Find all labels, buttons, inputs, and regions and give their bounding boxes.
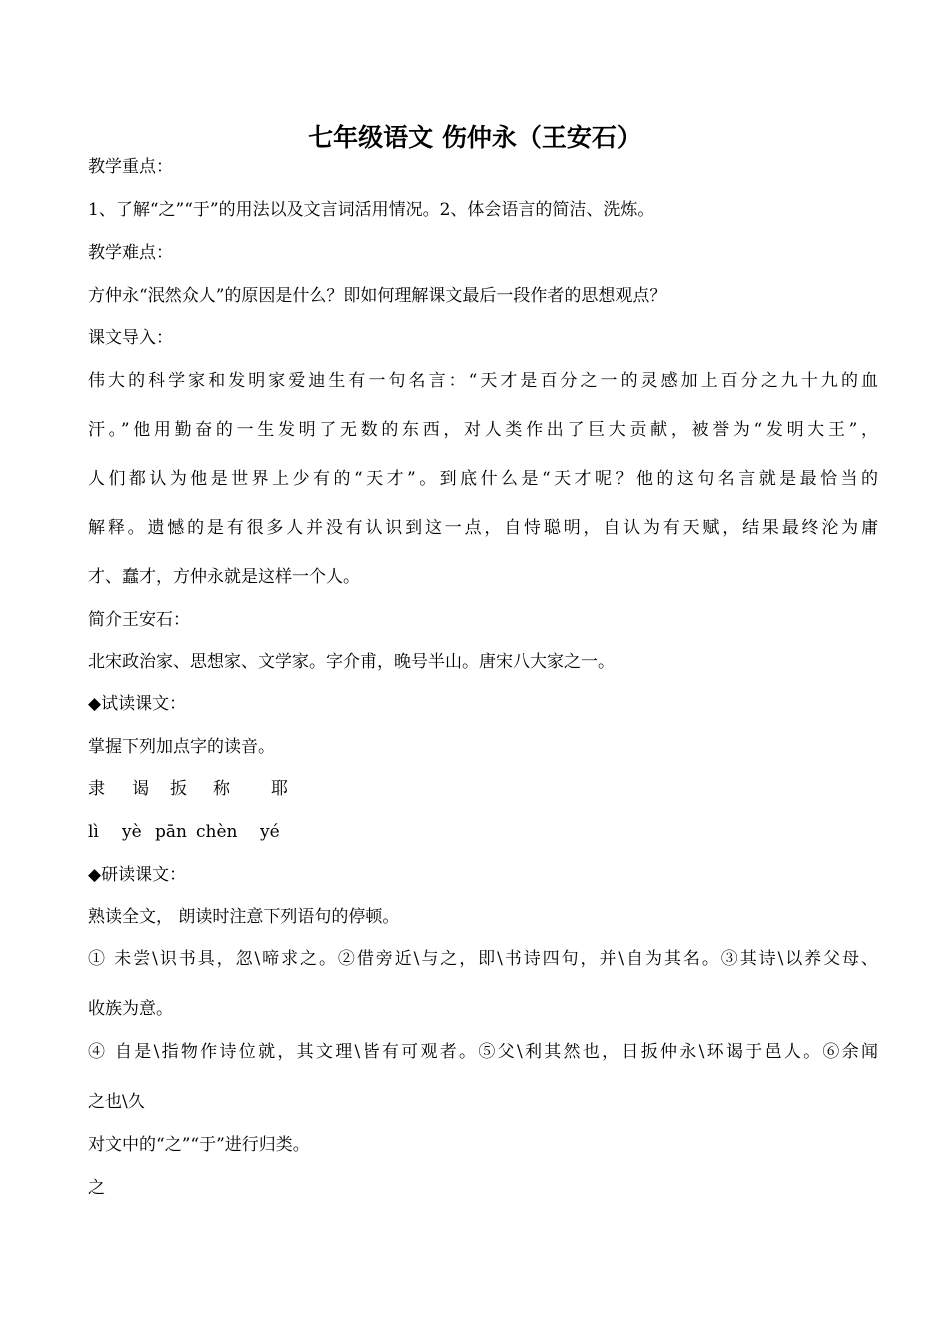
reading-character: 耶 xyxy=(271,779,288,799)
reading-character: 隶 xyxy=(88,779,105,799)
pause-line: 之也\久 xyxy=(88,1092,145,1112)
intro-heading: 课文导入： xyxy=(88,328,173,348)
trial-heading: ◆试读课文： xyxy=(88,694,187,714)
pause-line: ① 未尝\识书具，忽\啼求之。②借旁近\与之，即\书诗四句，并\自为其名。③其诗\以养父母、 xyxy=(88,949,878,969)
pinyin-reading: chèn xyxy=(196,822,238,842)
intro-line: 人们都认为他是世界上少有的“天才”。到底什么是“天才呢？他的这句名言就是最恰当的 xyxy=(88,469,878,489)
pinyin-reading: yè xyxy=(122,822,142,842)
pause-line: 收族为意。 xyxy=(88,999,173,1019)
focus-heading: 教学重点： xyxy=(88,157,173,177)
intro-line: 才、蠢才，方仲永就是这样一个人。 xyxy=(88,567,360,587)
study-instruction: 熟读全文， 朗读时注意下列语句的停顿。 xyxy=(88,907,400,927)
focus-text: 1、了解“之”“于”的用法以及文言词活用情况。2、体会语言的简洁、洗炼。 xyxy=(88,200,655,220)
intro-line: 解释。遗憾的是有很多人并没有认识到这一点，自恃聪明，自认为有天赋，结果最终沦为庸 xyxy=(88,518,878,538)
author-text: 北宋政治家、思想家、文学家。字介甫，晚号半山。唐宋八大家之一。 xyxy=(88,652,615,672)
reading-character: 扳 xyxy=(170,779,187,799)
reading-character: 称 xyxy=(213,779,230,799)
intro-line: 汗。”他用勤奋的一生发明了无数的东西，对人类作出了巨大贡献，被誉为“发明大王”， xyxy=(88,420,878,440)
document-title: 七年级语文 伤仲永（王安石） xyxy=(308,123,642,152)
pinyin-reading: pān xyxy=(155,822,187,842)
intro-line: 伟大的科学家和发明家爱迪生有一句名言：“天才是百分之一的灵感加上百分之九十九的血 xyxy=(88,371,878,391)
pinyin-reading: lì xyxy=(88,822,99,842)
difficulty-heading: 教学难点： xyxy=(88,243,173,263)
pause-line: ④ 自是\指物作诗位就，其文理\皆有可观者。⑤父\利其然也，日扳仲永\环谒于邑人。⑥余闻 xyxy=(88,1042,878,1062)
zhi-label: 之 xyxy=(88,1178,105,1198)
author-heading: 简介王安石： xyxy=(88,610,190,630)
pinyin-reading: yé xyxy=(260,822,280,842)
reading-character: 谒 xyxy=(132,779,149,799)
classify-instruction: 对文中的“之”“于”进行归类。 xyxy=(88,1135,310,1155)
difficulty-text: 方仲永“泯然众人”的原因是什么？即如何理解课文最后一段作者的思想观点？ xyxy=(88,286,667,306)
study-heading: ◆研读课文： xyxy=(88,865,187,885)
trial-instruction: 掌握下列加点字的读音。 xyxy=(88,737,275,757)
